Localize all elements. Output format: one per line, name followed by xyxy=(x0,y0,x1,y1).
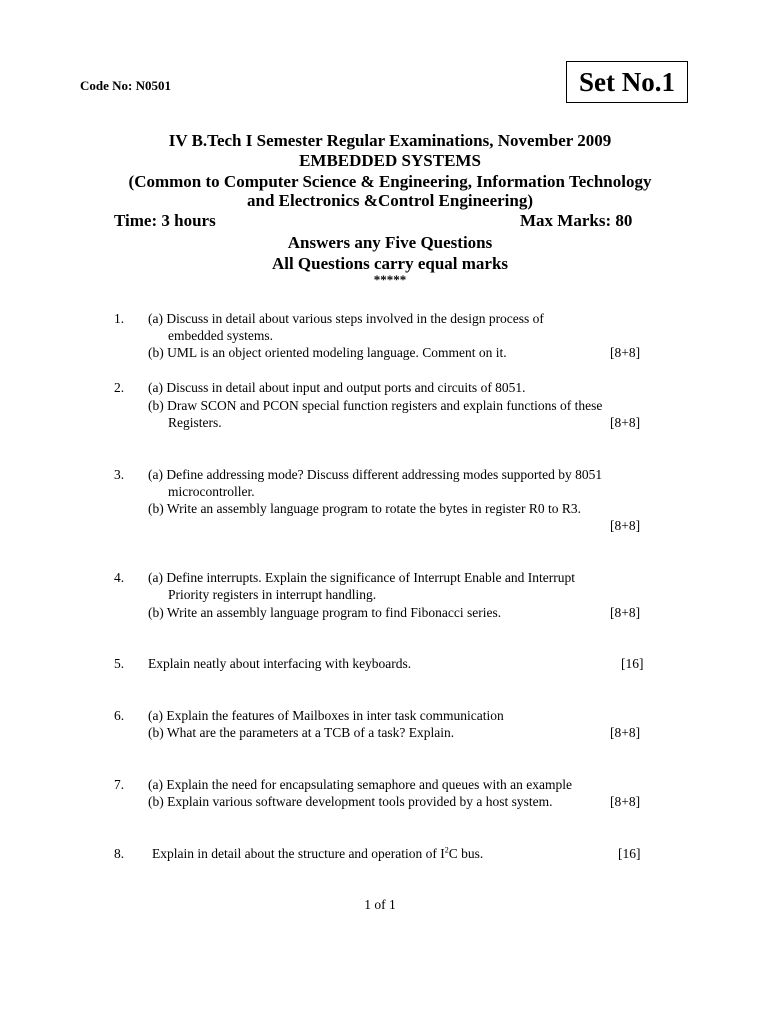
question-text-part: C bus. xyxy=(448,846,484,861)
question-text: (a) Define addressing mode? Discuss different addressing modes supported by 8051 xyxy=(148,467,603,482)
question-text: (a) Discuss in detail about various steps involved in the design process of xyxy=(148,311,544,326)
question-text: embedded systems. xyxy=(168,328,273,343)
question-text: (a) Explain the need for encapsulating semaphore and queues with an example xyxy=(148,777,572,792)
question-number: 7. xyxy=(114,777,125,792)
question-marks: [8+8] xyxy=(610,415,641,430)
question-marks: [16] xyxy=(621,656,644,671)
question-marks: [8+8] xyxy=(610,725,641,740)
question-marks: [8+8] xyxy=(610,345,641,360)
question-text: microcontroller. xyxy=(168,484,255,499)
question-marks: [8+8] xyxy=(610,794,641,809)
question-number: 8. xyxy=(114,846,125,861)
question-text: (a) Explain the features of Mailboxes in inter task communication xyxy=(148,708,504,723)
stars-separator: ***** xyxy=(373,272,407,287)
question-text: (b) UML is an object oriented modeling language. Comment on it. xyxy=(148,345,507,360)
max-marks: Max Marks: 80 xyxy=(520,211,633,230)
question-text: (b) Draw SCON and PCON special function registers and explain functions of these xyxy=(148,398,603,413)
question-text: (b) Write an assembly language program to rotate the bytes in register R0 to R3. xyxy=(148,501,581,516)
question-marks: [8+8] xyxy=(610,605,641,620)
question-text: (a) Define interrupts. Explain the significance of Interrupt Enable and Interrupt xyxy=(148,570,575,585)
set-number-box: Set No.1 xyxy=(566,61,688,103)
common-branches-line1: (Common to Computer Science & Engineering, Information Technology xyxy=(128,172,652,191)
question-number: 3. xyxy=(114,467,125,482)
question-number: 6. xyxy=(114,708,125,723)
subject-title: EMBEDDED SYSTEMS xyxy=(299,151,481,170)
exam-title: IV B.Tech I Semester Regular Examinations, November 2009 xyxy=(168,131,612,150)
question-number: 2. xyxy=(114,380,125,395)
question-marks: [16] xyxy=(618,846,641,861)
superscript-two: 2 xyxy=(444,845,449,855)
instruction-equal-marks: All Questions carry equal marks xyxy=(271,254,509,273)
question-marks: [8+8] xyxy=(610,518,641,533)
exam-duration: Time: 3 hours xyxy=(114,211,216,230)
question-text: (a) Discuss in detail about input and output ports and circuits of 8051. xyxy=(148,380,526,395)
question-text: (b) What are the parameters at a TCB of a task? Explain. xyxy=(148,725,455,740)
question-text: Explain neatly about interfacing with keyboards. xyxy=(148,656,412,671)
code-number: Code No: N0501 xyxy=(80,78,171,93)
question-text-part: Explain in detail about the structure and operation of I xyxy=(152,846,445,861)
common-branches-line2: and Electronics &Control Engineering) xyxy=(246,191,533,210)
question-number: 5. xyxy=(114,656,125,671)
question-text: Registers. xyxy=(168,415,222,430)
question-text: (b) Write an assembly language program to find Fibonacci series. xyxy=(148,605,502,620)
question-text: (b) Explain various software development tools provided by a host system. xyxy=(148,794,553,809)
question-number: 4. xyxy=(114,570,125,585)
question-text xyxy=(152,846,483,862)
question-number: 1. xyxy=(114,311,125,326)
question-text: Priority registers in interrupt handling. xyxy=(168,587,377,602)
instruction-answer: Answers any Five Questions xyxy=(287,233,493,252)
page-number: 1 of 1 xyxy=(364,897,396,912)
